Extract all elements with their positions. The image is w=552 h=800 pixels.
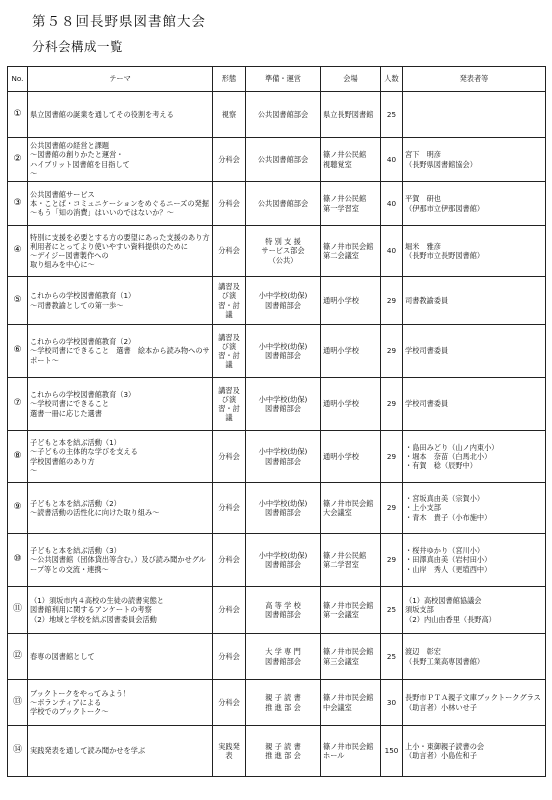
cell-org: 特 別 支 援 サービス部会 （公共） [246, 226, 321, 277]
cell-no: ⑫ [8, 634, 28, 680]
header-form: 形態 [213, 67, 246, 92]
cell-org: 親 子 読 書 推 進 部 会 [246, 726, 321, 777]
cell-form: 講習及び演習・討議 [213, 378, 246, 431]
cell-org: 公共図書館部会 [246, 182, 321, 226]
cell-presenter: 渡辺 彰宏 （長野工業高専図書館） [403, 634, 546, 680]
cell-venue: 通明小学校 [321, 431, 381, 483]
header-capacity: 人数 [381, 67, 403, 92]
cell-form: 分科会 [213, 182, 246, 226]
cell-num: 40 [381, 182, 403, 226]
cell-presenter: 長野市ＰＴＡ親子文庫ブックトークグラス （助言者）小林いせ子 [403, 680, 546, 726]
cell-venue: 県立長野図書館 [321, 92, 381, 138]
cell-presenter: ・島田みどり（山ノ内東小） ・堀本 奈苗（白馬北小） ・有賀 稔（辰野中） [403, 431, 546, 483]
header-theme: テーマ [28, 67, 213, 92]
cell-no: ② [8, 138, 28, 182]
cell-no: ⑩ [8, 534, 28, 587]
cell-num: 29 [381, 534, 403, 587]
table-row [8, 726, 546, 777]
table-row [8, 325, 546, 378]
cell-form: 分科会 [213, 138, 246, 182]
cell-num: 30 [381, 680, 403, 726]
table-header-row [8, 67, 546, 92]
cell-theme: 公共図書館サービス 本・ことば・コミュニケーションをめぐるニーズの発掘 ～もう「知の消費」はいいのではないか？～ [28, 182, 213, 226]
table-row [8, 277, 546, 325]
cell-num: 29 [381, 277, 403, 325]
cell-org: 高 等 学 校 図書館部会 [246, 587, 321, 634]
header-presenter: 発表者等 [403, 67, 546, 92]
cell-num: 29 [381, 325, 403, 378]
cell-no: ⑨ [8, 483, 28, 534]
cell-form: 分科会 [213, 226, 246, 277]
cell-org: 小中学校(幼保) 図書館部会 [246, 431, 321, 483]
cell-presenter: 堀米 雅彦 （長野市立長野図書館） [403, 226, 546, 277]
cell-no: ⑬ [8, 680, 28, 726]
cell-presenter: 平賀 研也 （伊那市立伊那図書館） [403, 182, 546, 226]
cell-theme: 子どもと本を結ぶ活動（1） ～子どもの主体的な学びを支える 学校図書館のあり方 ～ [28, 431, 213, 483]
cell-org: 公共図書館部会 [246, 138, 321, 182]
cell-no: ① [8, 92, 28, 138]
cell-theme: 子どもと本を結ぶ活動（3） ～公共図書館（団体貸出等含む。）及び読み聞かせグループ等との交流・連携～ [28, 534, 213, 587]
cell-org: 公共図書館部会 [246, 92, 321, 138]
cell-form: 分科会 [213, 534, 246, 587]
cell-theme: 子どもと本を結ぶ活動（2） ～読書活動の活性化に向けた取り組み～ [28, 483, 213, 534]
cell-venue: 篠ノ井市民会館 中会議室 [321, 680, 381, 726]
cell-form: 分科会 [213, 587, 246, 634]
cell-theme: これからの学校図書館教育（3） ～学校司書にできること 選書一冊に応じた選書 [28, 378, 213, 431]
cell-no: ⑭ [8, 726, 28, 777]
cell-num: 29 [381, 431, 403, 483]
table-row [8, 138, 546, 182]
cell-num: 29 [381, 483, 403, 534]
cell-venue: 通明小学校 [321, 325, 381, 378]
cell-num: 25 [381, 587, 403, 634]
cell-org: 小中学校(幼保) 図書館部会 [246, 483, 321, 534]
cell-presenter: 宮下 明彦 （長野県図書館協会） [403, 138, 546, 182]
table-row [8, 534, 546, 587]
cell-form: 分科会 [213, 431, 246, 483]
cell-theme: これからの学校図書館教育（1） ～司書教諭としての第一歩～ [28, 277, 213, 325]
cell-theme: これからの学校図書館教育（2） ～学校司書にできること 選書 絵本から読み物へのサポート～ [28, 325, 213, 378]
cell-venue: 通明小学校 [321, 378, 381, 431]
cell-num: 25 [381, 634, 403, 680]
cell-org: 小中学校(幼保) 図書館部会 [246, 325, 321, 378]
cell-form: 視察 [213, 92, 246, 138]
cell-presenter: 学校司書委員 [403, 378, 546, 431]
cell-venue: 篠ノ井市民会館 第一会議室 [321, 587, 381, 634]
table-row [8, 680, 546, 726]
cell-no: ⑤ [8, 277, 28, 325]
cell-venue: 通明小学校 [321, 277, 381, 325]
cell-org: 小中学校(幼保) 図書館部会 [246, 534, 321, 587]
cell-form: 分科会 [213, 483, 246, 534]
cell-num: 40 [381, 226, 403, 277]
cell-venue: 篠ノ井市民会館 第二会議室 [321, 226, 381, 277]
document-subtitle: 分科会構成一覧 [32, 39, 124, 54]
document-title: 第５８回長野県図書館大会 [32, 14, 206, 30]
header-organizer: 準備・運営 [246, 67, 321, 92]
session-table [7, 66, 546, 777]
cell-no: ④ [8, 226, 28, 277]
cell-no: ⑦ [8, 378, 28, 431]
cell-presenter [403, 92, 546, 138]
cell-theme: 公共図書館の経営と課題 ～図書館の創りかたと運営・ ハイブリット図書館を目指して ～ [28, 138, 213, 182]
cell-no: ③ [8, 182, 28, 226]
cell-presenter: （1）高校図書館協議会 須坂支部 （2）内山由香里（長野高） [403, 587, 546, 634]
cell-no: ⑧ [8, 431, 28, 483]
cell-presenter: ・宮坂真由美（宗賀小） ・上小支部 ・青木 貴子（小布施中） [403, 483, 546, 534]
table-row [8, 226, 546, 277]
cell-form: 分科会 [213, 680, 246, 726]
cell-theme: 春専の図書館として [28, 634, 213, 680]
cell-theme: ブックトークをやってみよう！ ～ボランティアによる 学校でのブックトーク～ [28, 680, 213, 726]
cell-theme: 実践発表を通して読み聞かせを学ぶ [28, 726, 213, 777]
table-row [8, 378, 546, 431]
cell-theme: 特別に支援を必要とする方の要望にあった支援のあり方 利用者にとってより使いやすい資料提供のために ～デイジー図書製作への 取り組みを中心に～ [28, 226, 213, 277]
cell-num: 150 [381, 726, 403, 777]
table-row [8, 431, 546, 483]
cell-no: ⑪ [8, 587, 28, 634]
table-row [8, 587, 546, 634]
cell-org: 小中学校(幼保) 図書館部会 [246, 277, 321, 325]
cell-venue: 篠ノ井公民館 視聴覚室 [321, 138, 381, 182]
cell-form: 分科会 [213, 634, 246, 680]
table-row [8, 634, 546, 680]
cell-venue: 篠ノ井公民館 第二学習室 [321, 534, 381, 587]
cell-org: 小中学校(幼保) 図書館部会 [246, 378, 321, 431]
cell-no: ⑥ [8, 325, 28, 378]
cell-num: 25 [381, 92, 403, 138]
cell-org: 親 子 読 書 推 進 部 会 [246, 680, 321, 726]
cell-presenter: 司書教諭委員 [403, 277, 546, 325]
cell-venue: 篠ノ井市民会館 ホール [321, 726, 381, 777]
cell-presenter: 学校司書委員 [403, 325, 546, 378]
cell-venue: 篠ノ井市民会館 第三会議室 [321, 634, 381, 680]
cell-form: 講習及び演習・討議 [213, 325, 246, 378]
cell-presenter: 上小・東御親子読書の会 （助言者）小島佐和子 [403, 726, 546, 777]
header-venue: 会場 [321, 67, 381, 92]
cell-form: 講習及び演習・討議 [213, 277, 246, 325]
table-row [8, 483, 546, 534]
table-row [8, 92, 546, 138]
cell-venue: 篠ノ井市民会館 大会議室 [321, 483, 381, 534]
table-row [8, 182, 546, 226]
cell-theme: （1）須坂市内４高校の生徒の読書実態と 図書館利用に関するアンケートの考察 （2）地域と学校を結ぶ図書委員会活動 [28, 587, 213, 634]
cell-presenter: ・桜井ゆかり（宮川小） ・田澤真由美（岩村田小） ・山岸 秀人（更埴西中） [403, 534, 546, 587]
cell-org: 大 学 専 門 図書館部会 [246, 634, 321, 680]
cell-form: 実践発表 [213, 726, 246, 777]
cell-theme: 県立図書館の誕業を通してその役割を考える [28, 92, 213, 138]
cell-num: 40 [381, 138, 403, 182]
cell-num: 29 [381, 378, 403, 431]
header-no: No. [8, 67, 28, 92]
cell-venue: 篠ノ井公民館 第一学習室 [321, 182, 381, 226]
